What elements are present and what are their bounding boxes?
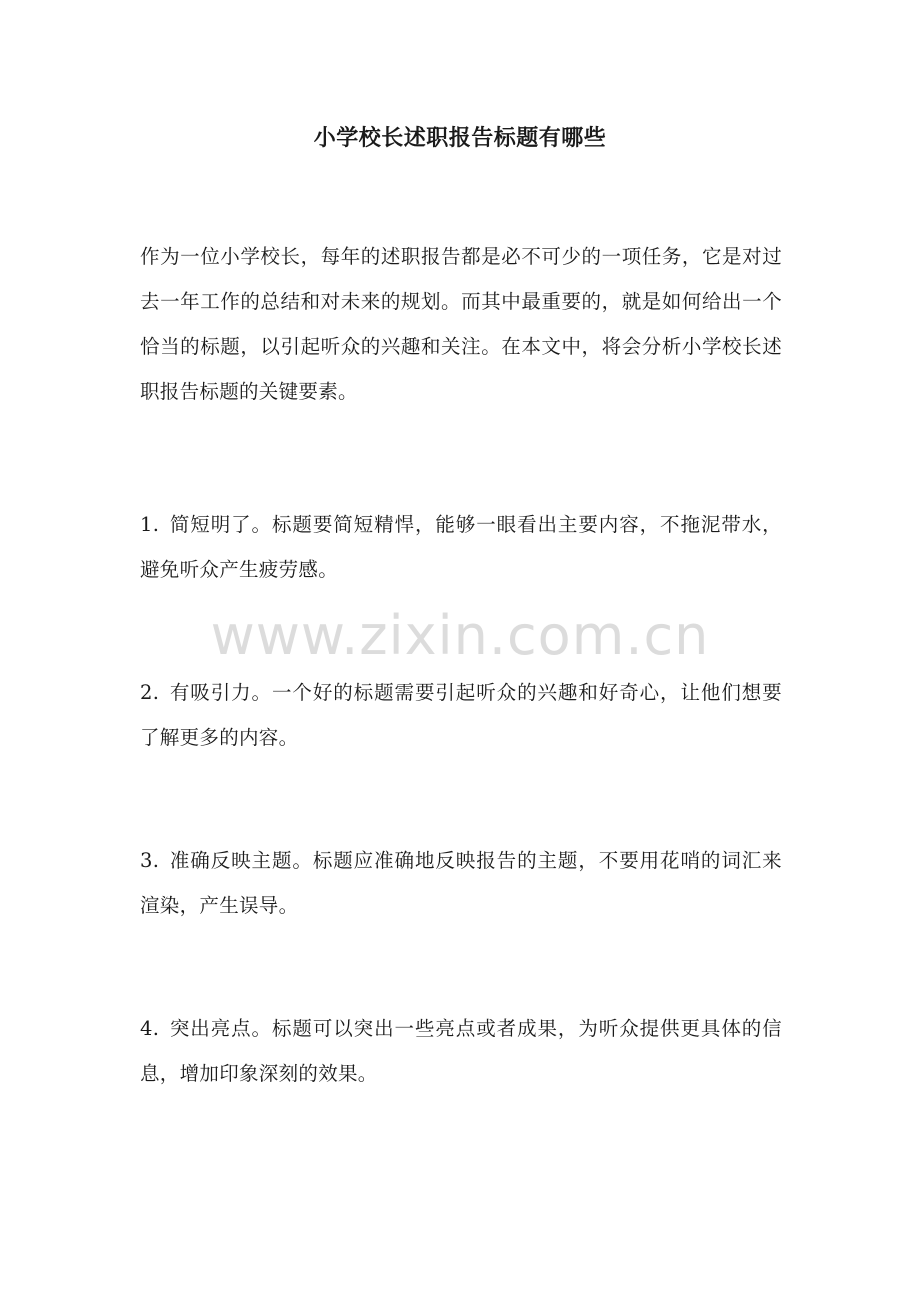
list-item-text: 准确反映主题。标题应准确地反映报告的主题，不要用花哨的词汇来渲染，产生误导。 — [140, 849, 782, 917]
list-item — [140, 1006, 782, 1096]
list-item-text: 突出亮点。标题可以突出一些亮点或者成果，为听众提供更具体的信息，增加印象深刻的效果。 — [140, 1017, 782, 1085]
list-item-text: 简短明了。标题要简短精悍，能够一眼看出主要内容，不拖泥带水，避免听众产生疲劳感。 — [140, 513, 782, 581]
list-item — [140, 838, 782, 928]
list-item-number: 1. — [140, 513, 160, 536]
list-item — [140, 502, 782, 592]
intro-paragraph: 作为一位小学校长，每年的述职报告都是必不可少的一项任务，它是对过去一年工作的总结和对未来的规划。而其中最重要的，就是如何给出一个恰当的标题，以引起听众的兴趣和关注。在本文中，将会分析小学校长述职报告标题的关键要素。 — [140, 245, 782, 403]
list-item-number: 2. — [140, 681, 160, 704]
list-item-number: 3. — [140, 849, 160, 872]
watermark: www.zixin.com.cn — [210, 604, 710, 667]
list-item — [140, 670, 782, 760]
list-item-number: 4. — [140, 1017, 160, 1040]
document-title: 小学校长述职报告标题有哪些 — [313, 125, 607, 151]
list-item-text: 有吸引力。一个好的标题需要引起听众的兴趣和好奇心，让他们想要了解更多的内容。 — [140, 681, 782, 749]
